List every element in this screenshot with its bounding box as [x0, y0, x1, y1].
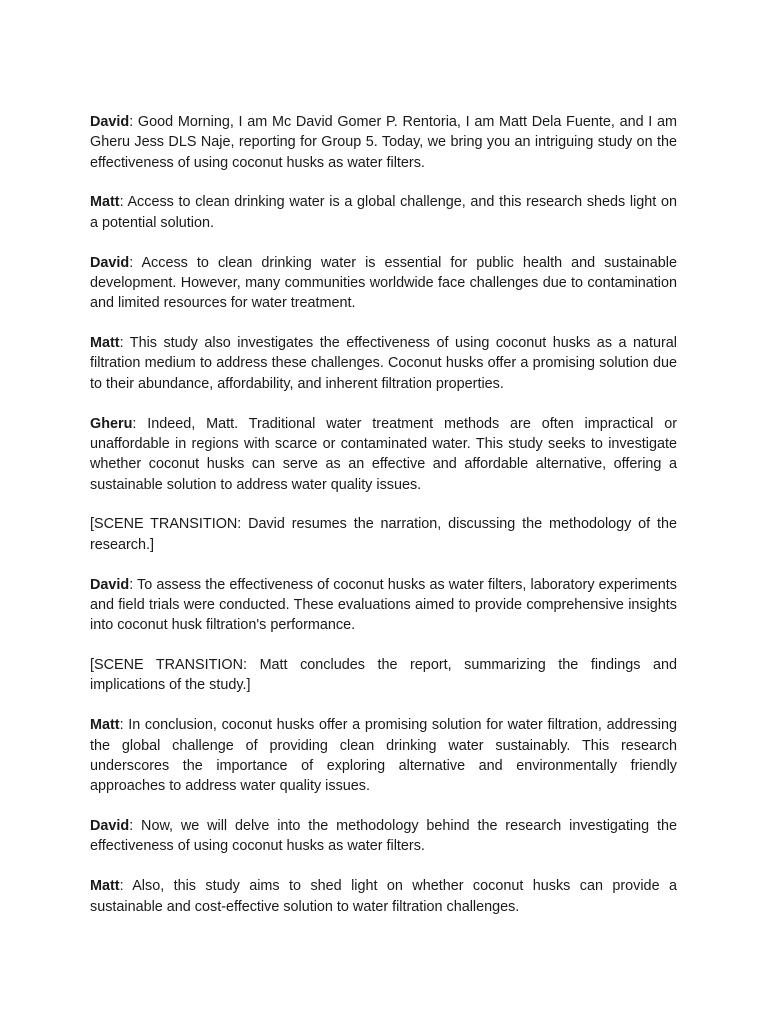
- speaker-name: Matt: [90, 194, 120, 211]
- speaker-name: David: [90, 114, 130, 130]
- dialogue-paragraph: [90, 816, 677, 857]
- speaker-name: Matt: [90, 717, 120, 734]
- scene-transition-text: [SCENE TRANSITION: David resumes the narration, discussing the methodology of the research.]: [90, 516, 677, 553]
- dialogue-paragraph: [90, 575, 677, 636]
- dialogue-paragraph: [90, 192, 677, 233]
- dialogue-text: : Now, we will delve into the methodology behind the research investigating the effectiveness of using coconut husks as water filters.: [90, 818, 677, 855]
- scene-transition: [90, 514, 677, 555]
- dialogue-text: : Access to clean drinking water is a global challenge, and this research sheds light on a potential solution.: [90, 194, 677, 231]
- speaker-name: Matt: [90, 878, 120, 895]
- dialogue-text: : To assess the effectiveness of coconut husks as water filters, laboratory experiments and field trials were conducted. These evaluations aimed to provide comprehensive insights into coconut husk filtration's performance.: [90, 576, 677, 634]
- speaker-name: Gheru: [90, 415, 133, 432]
- dialogue-text: : Good Morning, I am Mc David Gomer P. Rentoria, I am Matt Dela Fuente, and I am Gheru Jess DLS Naje, reporting for Group 5. Today, we bring you an intriguing study on the effectiveness of using coconut husks as water filters.: [90, 114, 677, 171]
- scene-transition: [90, 655, 677, 696]
- speaker-name: Matt: [90, 335, 120, 352]
- dialogue-text: : Access to clean drinking water is essential for public health and sustainable development. However, many communities worldwide face challenges due to contamination and limited resources for water treatment.: [90, 254, 677, 312]
- dialogue-paragraph: [90, 253, 677, 314]
- dialogue-paragraph: [90, 715, 677, 796]
- dialogue-text: : This study also investigates the effectiveness of using coconut husks as a natural filtration medium to address these challenges. Coconut husks offer a promising solution due to their abundance, affordability, and inherent filtration properties.: [90, 335, 677, 392]
- document-page: [90, 112, 677, 936]
- dialogue-paragraph: [90, 333, 677, 394]
- dialogue-paragraph: [90, 112, 677, 173]
- dialogue-text: : Also, this study aims to shed light on whether coconut husks can provide a sustainable and cost-effective solution to water filtration challenges.: [90, 878, 677, 915]
- dialogue-text: : Indeed, Matt. Traditional water treatment methods are often impractical or unaffordable in regions with scarce or contaminated water. This study seeks to investigate whether coconut husks can serve as an effective and affordable alternative, offering a sustainable solution to address water quality issues.: [90, 415, 677, 493]
- scene-transition-text: [SCENE TRANSITION: Matt concludes the report, summarizing the findings and implications of the study.]: [90, 657, 677, 694]
- speaker-name: David: [90, 576, 130, 593]
- dialogue-paragraph: [90, 414, 677, 495]
- speaker-name: David: [90, 818, 130, 835]
- dialogue-paragraph: [90, 876, 677, 917]
- speaker-name: David: [90, 254, 130, 271]
- dialogue-text: : In conclusion, coconut husks offer a promising solution for water filtration, addressing the global challenge of providing clean drinking water sustainably. This research underscores the importance of exploring alternative and environmentally friendly approaches to address water quality issues.: [90, 717, 677, 795]
